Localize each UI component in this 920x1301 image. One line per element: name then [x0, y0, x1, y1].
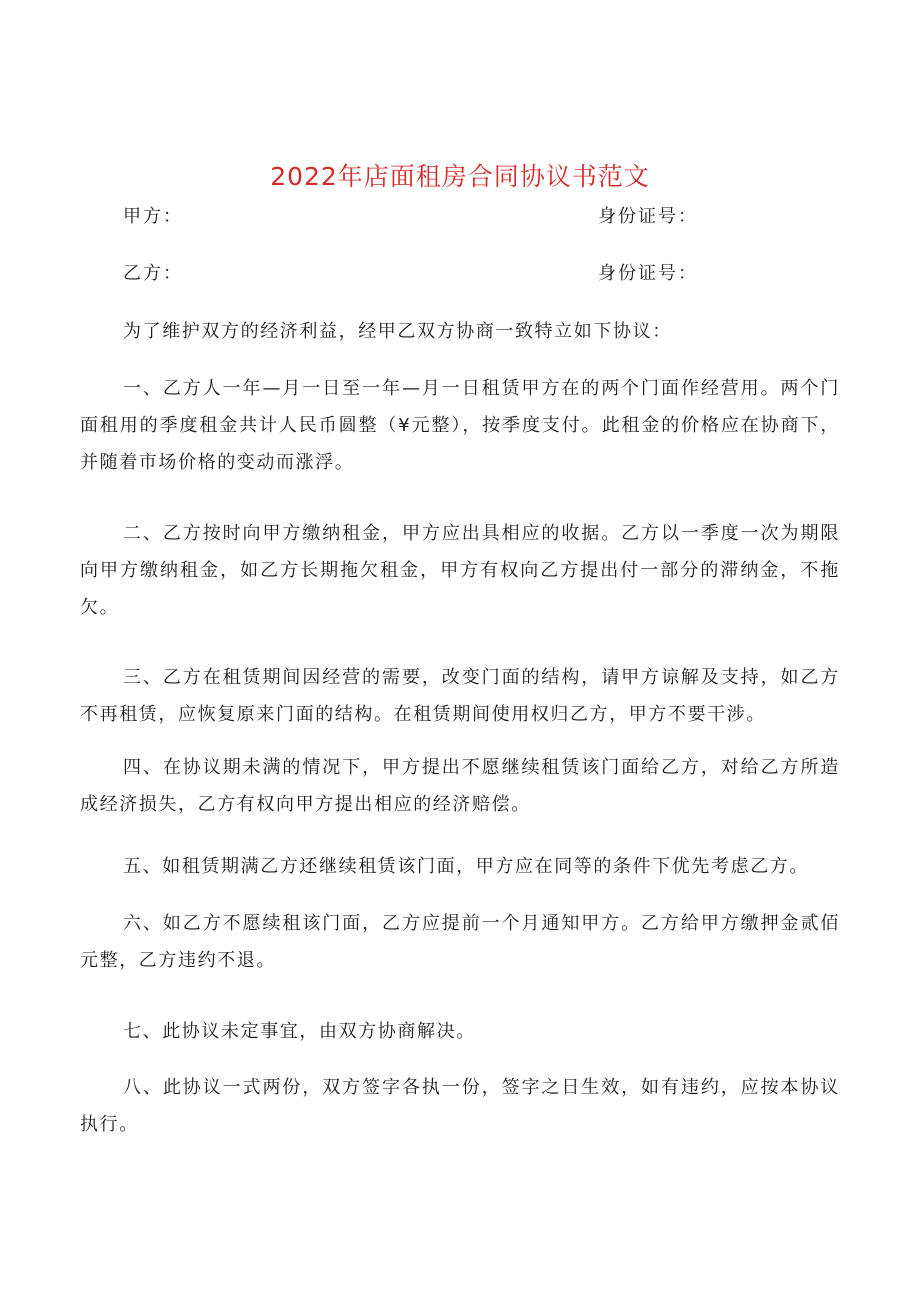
clause-3: 三、乙方在租赁期间因经营的需要，改变门面的结构，请甲方谅解及支持，如乙方不再租赁，应恢复原来门面的结构。在租赁期间使用权归乙方，甲方不要干涉。: [80, 667, 840, 725]
party-b-label: 乙方：: [123, 263, 183, 284]
party-b-id-label: 身份证号：: [598, 263, 698, 284]
party-a-row: [123, 202, 823, 232]
party-a-id-label: 身份证号：: [598, 206, 698, 227]
clause-1: 一、乙方人一年—月一日至一年—月一日租赁甲方在的两个门面作经营用。两个门面租用的季度租金共计人民币圆整（¥元整），按季度支付。此租金的价格应在协商下，并随着市场价格的变动而涨浮。: [80, 378, 840, 473]
document-title: 2022年店面租房合同协议书范文: [270, 162, 650, 191]
clause-8: 八、此协议一式两份，双方签字各执一份，签字之日生效，如有违约，应按本协议执行。: [80, 1077, 840, 1135]
party-b-row: [123, 259, 823, 289]
intro-paragraph: 为了维护双方的经济利益，经甲乙双方协商一致特立如下协议：: [123, 321, 672, 342]
clause-5: 五、如租赁期满乙方还继续租赁该门面，甲方应在同等的条件下优先考虑乙方。: [123, 856, 809, 877]
clause-7: 七、此协议未定事宜，由双方协商解决。: [123, 1021, 476, 1042]
clause-2: 二、乙方按时向甲方缴纳租金，甲方应出具相应的收据。乙方以一季度一次为期限向甲方缴纳租金，如乙方长期拖欠租金，甲方有权向乙方提出付一部分的滞纳金，不拖欠。: [80, 523, 840, 618]
party-a-label: 甲方：: [123, 206, 183, 227]
clause-4: 四、在协议期未满的情况下，甲方提出不愿继续租赁该门面给乙方，对给乙方所造成经济损失，乙方有权向甲方提出相应的经济赔偿。: [80, 757, 840, 815]
clause-6: 六、如乙方不愿续租该门面，乙方应提前一个月通知甲方。乙方给甲方缴押金贰佰元整，乙方违约不退。: [80, 913, 840, 971]
